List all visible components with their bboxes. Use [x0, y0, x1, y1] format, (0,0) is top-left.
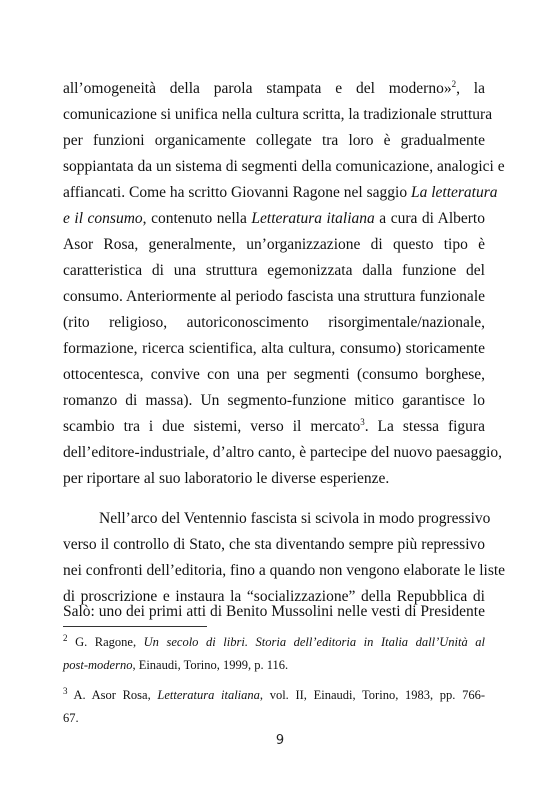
text-line: Asor Rosa, generalmente, un’organizzazione di questo tipo è	[63, 236, 485, 253]
text-line: per riportare al suo laboratorio le diverse esperienze.	[63, 470, 390, 487]
page-number: 9	[275, 733, 285, 748]
footnote-3-cont: 67.	[63, 711, 79, 725]
text-line: caratteristica di una struttura egemonizzata dalla funzione del	[63, 262, 485, 279]
text-line: (rito religioso, autoriconoscimento risorgimentale/nazionale,	[63, 314, 485, 331]
text-line: consumo. Anteriormente al periodo fascista una struttura funzionale	[63, 288, 485, 305]
footnote-divider	[63, 626, 207, 627]
text-line: verso il controllo di Stato, che sta diventando sempre più repressivo	[63, 536, 485, 553]
text-line: dell’editore-industriale, d’altro canto, è partecipe del nuovo paesaggio,	[63, 444, 502, 461]
footnote-ref[interactable]: 3	[360, 416, 365, 427]
text-line: nei confronti dell’editoria, fino a quando non vengono elaborate le liste	[63, 562, 506, 579]
text-line: comunicazione si unifica nella cultura scritta, la tradizionale struttura	[63, 106, 493, 123]
text-line: Salò: uno dei primi atti di Benito Mussolini nelle vesti di Presidente	[63, 603, 485, 620]
footnote-2-cont: post-moderno, Einaudi, Torino, 1999, p. 116.	[63, 658, 289, 672]
text-line: affiancati. Come ha scritto Giovanni Ragone nel saggio La letteratura	[63, 184, 498, 201]
text-line: di proscrizione e instaura la “socializzazione” della Repubblica di	[63, 588, 485, 605]
text-line: all’omogeneità della parola stampata e del moderno»$^2$, la	[63, 78, 485, 97]
footnote-2: $^2$ G. Ragone, Un secolo di libri. Storia dell’editoria in Italia dall’Unità al	[63, 632, 485, 649]
text-line: Nell’arco del Ventennio fascista si scivola in modo progressivo	[99, 510, 491, 527]
text-line: romanzo di massa). Un segmento-funzione mitico garantisce lo	[63, 392, 485, 409]
text-line: formazione, ricerca scientifica, alta cultura, consumo) storicamente	[63, 340, 485, 357]
text-line: e il consumo, contenuto nella Letteratura italiana a cura di Alberto	[63, 210, 485, 227]
text-line: scambio tra i due sistemi, verso il mercato$^3$. La stessa figura	[63, 416, 485, 435]
text-line: per funzioni organicamente collegate tra loro è gradualmente	[63, 132, 485, 149]
text-line: soppiantata da un sistema di segmenti della comunicazione, analogici e	[63, 158, 505, 175]
footnote-3: $^3$ A. Asor Rosa, Letteratura italiana, vol. II, Einaudi, Torino, 1983, pp. 766-	[63, 685, 485, 702]
text-line: ottocentesca, convive con una per segmenti (consumo borghese,	[63, 366, 485, 383]
footnote-ref[interactable]: 2	[451, 78, 457, 89]
